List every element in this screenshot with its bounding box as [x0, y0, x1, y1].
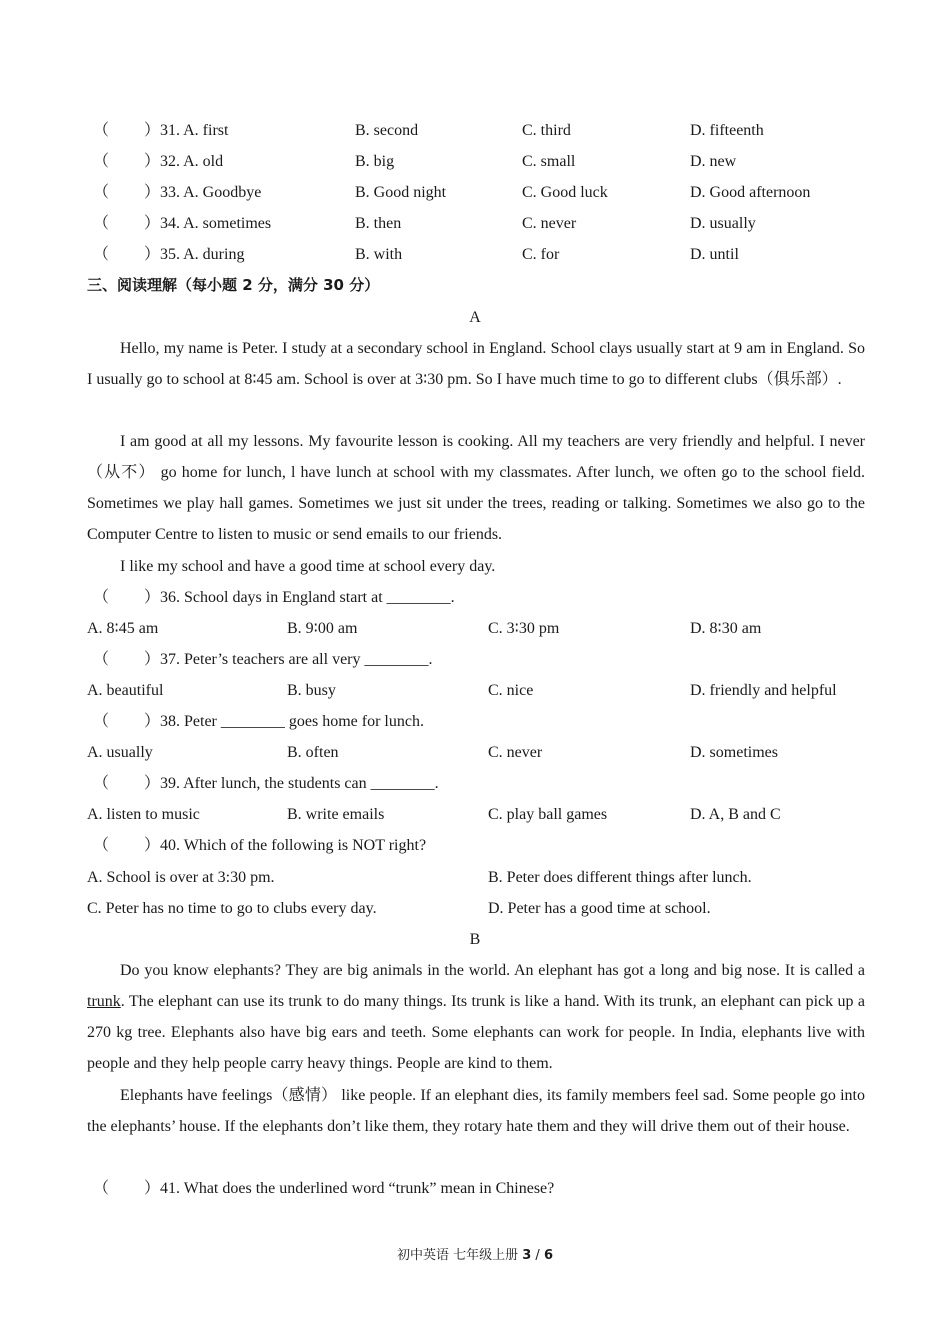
answer-paren[interactable]: （ — [93, 589, 110, 606]
answer-paren[interactable]: （ — [93, 651, 110, 668]
footer-title: 初中英语 七年级上册 — [396, 1248, 523, 1263]
option-b: B. write emails — [287, 806, 385, 823]
passage-a-paragraph-1: Hello, my name is Peter. I study at a secondary school in England. School clays usually start at 9 am in England. So I usually go to school at 8∶45 am. School is over at 3∶30 pm. So I have much time to go to different clubs（俱乐部）. — [87, 340, 865, 389]
option-b: B. Peter does different things after lunch. — [488, 869, 752, 886]
question-38-options — [87, 737, 865, 768]
option-b: B. then — [355, 215, 402, 232]
option-b: B. big — [355, 153, 395, 170]
question-38 — [87, 706, 865, 737]
option-row-34 — [87, 208, 865, 239]
question-36 — [87, 582, 865, 613]
page-total: 6 — [543, 1248, 553, 1263]
option-b: B. often — [287, 744, 339, 761]
option-c: C. Peter has no time to go to clubs every day. — [87, 900, 377, 917]
passage-a-paragraph-2: I am good at all my lessons. My favourite lesson is cooking. All my teachers are very friendly and helpful. I never（从不） go home for lunch, l have lunch at school with my classmates. After lunch, we often go to the school field. Sometimes we play hall games. Sometimes we just sit under the trees, reading or talking. Sometimes we also go to the Computer Centre to listen to music or send emails to our friends. — [87, 433, 865, 544]
option-a: A. listen to music — [87, 806, 200, 823]
option-row-32 — [87, 146, 865, 177]
option-d: D. friendly and helpful — [690, 682, 837, 699]
option-a: ）34. A. sometimes — [144, 215, 272, 232]
option-d: D. usually — [690, 215, 756, 232]
option-b: B. second — [355, 122, 419, 139]
option-b: B. Good night — [355, 184, 447, 201]
question-39-options — [87, 799, 865, 830]
question-stem: ）36. School days in England start at ________. — [144, 589, 455, 606]
option-b: B. 9∶00 am — [287, 620, 358, 637]
option-a: A. beautiful — [87, 682, 164, 699]
option-row-33 — [87, 177, 865, 208]
option-b: B. with — [355, 246, 403, 263]
question-stem: ）40. Which of the following is NOT right? — [144, 837, 427, 854]
section-heading: 三、阅读理解（每小题 2 分，满分 30 分） — [87, 276, 380, 294]
option-c: C. never — [488, 744, 543, 761]
option-d: D. new — [690, 153, 737, 170]
passage-a-paragraph-3: I like my school and have a good time at school every day. — [120, 558, 496, 575]
option-d: D. fifteenth — [690, 122, 764, 139]
passage-a-label: A — [469, 309, 481, 326]
option-c: C. for — [522, 246, 560, 263]
answer-paren[interactable]: （ — [93, 837, 110, 854]
question-40 — [87, 830, 865, 861]
question-stem: ）38. Peter ________ goes home for lunch. — [144, 713, 424, 730]
option-a: ）31. A. first — [144, 122, 229, 139]
option-a: A. School is over at 3:30 pm. — [87, 869, 275, 886]
passage-b-paragraph-2: Elephants have feelings（感情） like people. If an elephant dies, its family members feel sad. Some people go into the elephants’ house. If the elephants don’t like them, they rotary hate them and they will drive them out of their house. — [87, 1087, 865, 1136]
option-a: A. 8∶45 am — [87, 620, 159, 637]
option-a: ）32. A. old — [144, 153, 224, 170]
question-40-options-cd — [87, 893, 865, 924]
option-a: A. usually — [87, 744, 153, 761]
option-d: D. Peter has a good time at school. — [488, 900, 711, 917]
option-b: B. busy — [287, 682, 336, 699]
option-row-31 — [87, 115, 865, 146]
answer-paren[interactable]: （ — [93, 122, 110, 139]
answer-paren[interactable]: （ — [93, 153, 110, 170]
answer-paren[interactable]: （ — [93, 775, 110, 792]
question-37-options — [87, 675, 865, 706]
option-c: C. third — [522, 122, 571, 139]
option-d: D. 8∶30 am — [690, 620, 762, 637]
question-stem: ）39. After lunch, the students can ________. — [144, 775, 439, 792]
answer-paren[interactable]: （ — [93, 215, 110, 232]
question-stem: ）41. What does the underlined word “trunk” mean in Chinese? — [144, 1180, 555, 1197]
answer-paren[interactable]: （ — [93, 713, 110, 730]
option-row-35 — [87, 239, 865, 270]
page-number: 3 — [522, 1248, 532, 1263]
option-a: ）35. A. during — [144, 246, 245, 263]
option-c: C. never — [522, 215, 577, 232]
question-40-options-ab — [87, 862, 865, 893]
passage-b-label: B — [469, 931, 481, 948]
option-c: C. 3∶30 pm — [488, 620, 560, 637]
option-c: C. play ball games — [488, 806, 608, 823]
underlined-word-trunk: trunk — [87, 993, 121, 1011]
page-footer: 初中英语 七年级上册 3 / 6 — [396, 1248, 553, 1263]
answer-paren[interactable]: （ — [93, 1180, 110, 1197]
option-c: C. Good luck — [522, 184, 608, 201]
question-39 — [87, 768, 865, 799]
option-c: C. nice — [488, 682, 534, 699]
option-d: D. sometimes — [690, 744, 778, 761]
option-d: D. A, B and C — [690, 806, 781, 823]
question-41 — [87, 1173, 865, 1204]
option-d: D. Good afternoon — [690, 184, 811, 201]
option-c: C. small — [522, 153, 576, 170]
question-36-options — [87, 613, 865, 644]
answer-paren[interactable]: （ — [93, 184, 110, 201]
question-stem: ）37. Peter’s teachers are all very ________. — [144, 651, 433, 668]
option-a: ）33. A. Goodbye — [144, 184, 262, 201]
answer-paren[interactable]: （ — [93, 246, 110, 263]
option-d: D. until — [690, 246, 739, 263]
passage-b-paragraph-1: Do you know elephants? They are big animals in the world. An elephant has got a long and big nose. It is called a trunk. The elephant can use its trunk to do many things. Its trunk is like a hand. With its trunk, an elephant can pick up a 270 kg tree. Elephants also have big ears and teeth. Some elephants can work for people. In India, elephants live with people and they help people carry heavy things. People are kind to them. — [87, 962, 865, 1073]
question-37 — [87, 644, 865, 675]
